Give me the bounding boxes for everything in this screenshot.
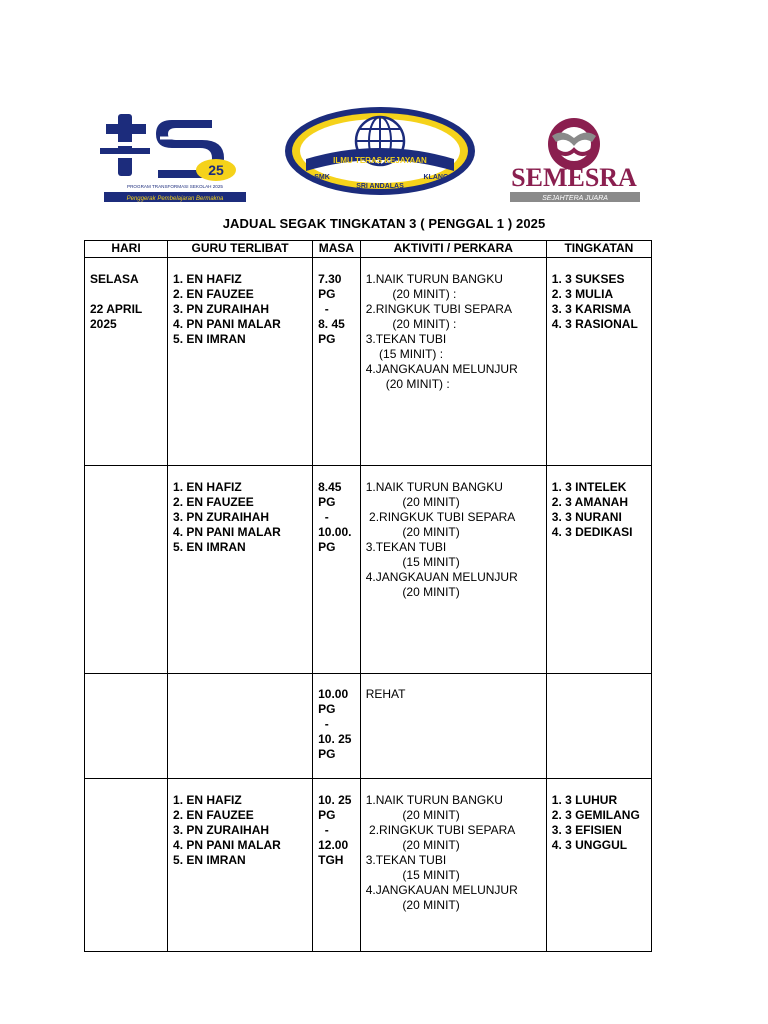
class-name: 2. 3 AMANAH xyxy=(551,495,628,509)
activity-line: 2.RINGKUK TUBI SEPARA xyxy=(365,302,512,316)
time-line: 7.30 xyxy=(318,272,342,286)
time-line: PG xyxy=(318,808,336,822)
header-aktiviti: AKTIVITI / PERKARA xyxy=(360,241,546,258)
teacher-name: 2. EN FAUZEE xyxy=(173,287,254,301)
time-line: - xyxy=(318,510,329,524)
class-name: 4. 3 DEDIKASI xyxy=(551,525,633,539)
activity-line: 1.NAIK TURUN BANGKU xyxy=(365,793,503,807)
table-row xyxy=(85,674,652,779)
cell-masa xyxy=(313,779,361,952)
teacher-name: 3. PN ZURAIHAH xyxy=(173,302,270,316)
teacher-name: 5. EN IMRAN xyxy=(173,853,246,867)
activity-line: (20 MINIT) xyxy=(365,838,460,852)
class-name: 1. 3 INTELEK xyxy=(551,480,627,494)
svg-text:SRI ANDALAS: SRI ANDALAS xyxy=(356,183,404,190)
table-row xyxy=(85,466,652,674)
teacher-name: 4. PN PANI MALAR xyxy=(173,838,281,852)
cell-masa xyxy=(313,466,361,674)
time-line: PG xyxy=(318,287,336,301)
activity-line: (20 MINIT) xyxy=(365,898,460,912)
cell-aktiviti xyxy=(360,779,546,952)
semesra-logo xyxy=(502,114,648,204)
time-line: PG xyxy=(318,747,336,761)
svg-text:KLANG: KLANG xyxy=(423,174,449,181)
activity-line: (20 MINIT) xyxy=(365,585,460,599)
cell-tingkatan xyxy=(546,466,651,674)
activity-line: (20 MINIT) xyxy=(365,495,460,509)
table-row xyxy=(85,779,652,952)
time-line: PG xyxy=(318,702,336,716)
teacher-name: 4. PN PANI MALAR xyxy=(173,525,281,539)
teacher-name: 1. EN HAFIZ xyxy=(173,480,242,494)
teacher-name: 3. PN ZURAIHAH xyxy=(173,823,270,837)
svg-text:SMK: SMK xyxy=(314,174,330,181)
activity-line: (15 MINIT) : xyxy=(365,347,444,361)
activity-line: 1.NAIK TURUN BANGKU xyxy=(365,480,503,494)
activity-line: (20 MINIT) : xyxy=(365,317,457,331)
class-name: 3. 3 KARISMA xyxy=(551,302,632,316)
activity-line: 1.NAIK TURUN BANGKU xyxy=(365,272,503,286)
cell-hari xyxy=(85,258,168,466)
schedule-table xyxy=(84,240,652,952)
school-crest-logo xyxy=(282,103,478,198)
activity-line: (15 MINIT) xyxy=(365,868,460,882)
time-line: PG xyxy=(318,495,336,509)
activity-line: 4.JANGKAUAN MELUNJUR xyxy=(365,362,518,376)
activity-line: REHAT xyxy=(365,687,406,701)
activity-line: 2.RINGKUK TUBI SEPARA xyxy=(365,510,516,524)
teacher-name: 1. EN HAFIZ xyxy=(173,793,242,807)
svg-text:Penggerak Pembelajaran Bermakn: Penggerak Pembelajaran Bermakna xyxy=(126,196,224,202)
class-name: 1. 3 LUHUR xyxy=(551,793,618,807)
cell-tingkatan xyxy=(546,779,651,952)
time-line: PG xyxy=(318,332,336,346)
svg-text:ILMU TERAS KEJAYAAN: ILMU TERAS KEJAYAAN xyxy=(333,156,427,165)
svg-text:SEJAHTERA JUARA: SEJAHTERA JUARA xyxy=(542,195,608,202)
activity-line: (20 MINIT) : xyxy=(365,287,457,301)
activity-line: (20 MINIT) : xyxy=(365,377,450,391)
svg-text:25: 25 xyxy=(208,162,224,178)
teacher-name: 2. EN FAUZEE xyxy=(173,808,254,822)
cell-aktiviti xyxy=(360,466,546,674)
class-name: 2. 3 MULIA xyxy=(551,287,614,301)
cell-guru xyxy=(168,779,313,952)
time-line: - xyxy=(318,302,329,316)
time-line: TGH xyxy=(318,853,344,867)
cell-aktiviti xyxy=(360,258,546,466)
header-masa: MASA xyxy=(313,241,361,258)
activity-line: 3.TEKAN TUBI xyxy=(365,332,447,346)
time-line: 10. 25 xyxy=(318,793,352,807)
cell-guru xyxy=(168,674,313,779)
teacher-name: 5. EN IMRAN xyxy=(173,332,246,346)
class-name: 3. 3 EFISIEN xyxy=(551,823,622,837)
teacher-name: 1. EN HAFIZ xyxy=(173,272,242,286)
class-name: 4. 3 UNGGUL xyxy=(551,838,628,852)
activity-line: 2.RINGKUK TUBI SEPARA xyxy=(365,823,516,837)
time-line: 10. 25 xyxy=(318,732,352,746)
class-name: 4. 3 RASIONAL xyxy=(551,317,638,331)
time-line: PG xyxy=(318,540,336,554)
teacher-name: 4. PN PANI MALAR xyxy=(173,317,281,331)
header-hari: HARI xyxy=(85,241,168,258)
time-line: 8.45 xyxy=(318,480,342,494)
activity-line: 3.TEKAN TUBI xyxy=(365,853,447,867)
cell-guru xyxy=(168,466,313,674)
teacher-name: 3. PN ZURAIHAH xyxy=(173,510,270,524)
teacher-name: 2. EN FAUZEE xyxy=(173,495,254,509)
activity-line: (15 MINIT) xyxy=(365,555,460,569)
cell-hari xyxy=(85,779,168,952)
class-name: 3. 3 NURANI xyxy=(551,510,622,524)
cell-tingkatan xyxy=(546,258,651,466)
svg-text:SEMESRA: SEMESRA xyxy=(511,163,637,192)
cell-tingkatan xyxy=(546,674,651,779)
header-tingkatan: TINGKATAN xyxy=(546,241,651,258)
cell-masa xyxy=(313,258,361,466)
date-line: 2025 xyxy=(90,317,117,331)
time-line: 10.00. xyxy=(318,525,352,539)
activity-line: (20 MINIT) xyxy=(365,525,460,539)
cell-hari xyxy=(85,466,168,674)
ts25-logo xyxy=(100,112,250,207)
activity-line: 3.TEKAN TUBI xyxy=(365,540,447,554)
svg-text:PROGRAM TRANSFORMASI SEKOLAH 2: PROGRAM TRANSFORMASI SEKOLAH 2025 xyxy=(127,184,223,189)
time-line: 10.00 xyxy=(318,687,349,701)
day-date xyxy=(90,302,162,332)
time-line: 12.00 xyxy=(318,838,349,852)
time-line: - xyxy=(318,823,329,837)
page-title: JADUAL SEGAK TINGKATAN 3 ( PENGGAL 1 ) 2025 xyxy=(222,216,546,231)
date-line: 22 APRIL xyxy=(90,302,143,316)
activity-line: 4.JANGKAUAN MELUNJUR xyxy=(365,570,518,584)
table-header-row xyxy=(85,241,652,258)
header-guru: GURU TERLIBAT xyxy=(168,241,313,258)
activity-line: 4.JANGKAUAN MELUNJUR xyxy=(365,883,518,897)
activity-line: (20 MINIT) xyxy=(365,808,460,822)
cell-aktiviti xyxy=(360,674,546,779)
table-row xyxy=(85,258,652,466)
cell-masa xyxy=(313,674,361,779)
time-line: - xyxy=(318,717,329,731)
day-name: SELASA xyxy=(90,272,139,286)
time-line: 8. 45 xyxy=(318,317,345,331)
class-name: 2. 3 GEMILANG xyxy=(551,808,640,822)
teacher-name: 5. EN IMRAN xyxy=(173,540,246,554)
cell-hari xyxy=(85,674,168,779)
cell-guru xyxy=(168,258,313,466)
class-name: 1. 3 SUKSES xyxy=(551,272,625,286)
